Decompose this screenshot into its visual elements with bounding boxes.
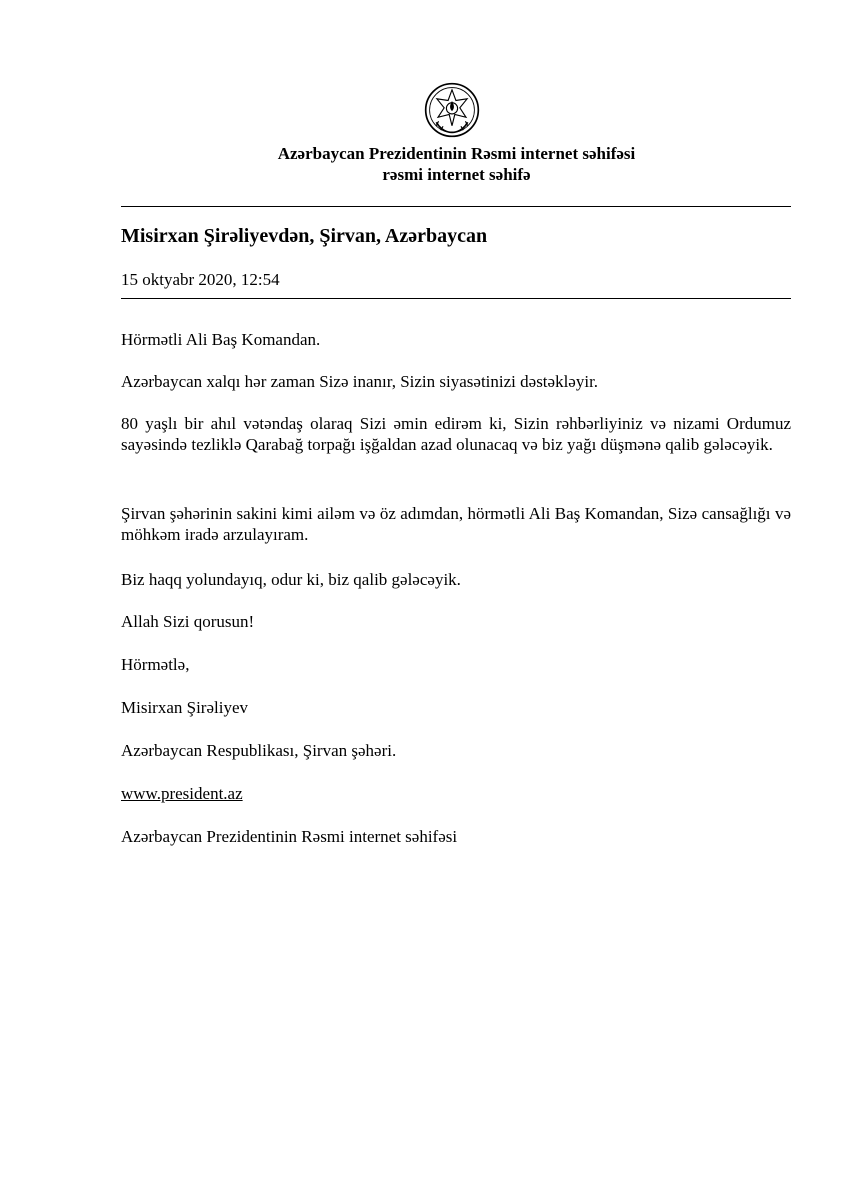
body-paragraph: Azərbaycan xalqı hər zaman Sizə inanır, Sizin siyasətinizi dəstəkləyir. xyxy=(121,372,599,391)
author-location: Azərbaycan Respublikası, Şirvan şəhəri. xyxy=(121,741,397,760)
source-link-row xyxy=(121,783,791,804)
footer-source: Azərbaycan Prezidentinin Rəsmi internet səhifəsi xyxy=(121,827,458,846)
body-paragraph: Şirvan şəhərinin sakini kimi ailəm və öz adımdan, hörmətli Ali Baş Komandan, Sizə cansağlığı və möhkəm iradə arzulayıram. xyxy=(121,504,791,544)
closing-line: Allah Sizi qorusun! xyxy=(121,612,255,631)
body-paragraph: Biz haqq yolundayıq, odur ki, biz qalib gələcəyik. xyxy=(121,570,461,589)
header-divider xyxy=(121,298,791,299)
letter-date: 15 oktyabr 2020, 12:54 xyxy=(121,270,280,289)
source-link[interactable]: www.president.az xyxy=(121,784,243,803)
author-name: Misirxan Şirəliyev xyxy=(121,698,249,717)
letter-heading: Misirxan Şirəliyevdən, Şirvan, Azərbaycan xyxy=(121,225,488,247)
top-divider xyxy=(121,206,791,207)
site-subtitle: rəsmi internet səhifə xyxy=(382,165,531,184)
state-emblem-icon xyxy=(424,82,480,138)
salutation: Hörmətli Ali Baş Komandan. xyxy=(121,330,321,349)
body-paragraph: 80 yaşlı bir ahıl vətəndaş olaraq Sizi əmin edirəm ki, Sizin rəhbərliyiniz və nizami Ordumuz sayəsində tezliklə Qarabağ torpağı işğaldan azad olunacaq və biz yağı düşmənə qalib gələcəyik. xyxy=(121,414,791,454)
sign-off: Hörmətlə, xyxy=(121,655,190,674)
site-title: Azərbaycan Prezidentinin Rəsmi internet səhifəsi xyxy=(277,144,636,163)
